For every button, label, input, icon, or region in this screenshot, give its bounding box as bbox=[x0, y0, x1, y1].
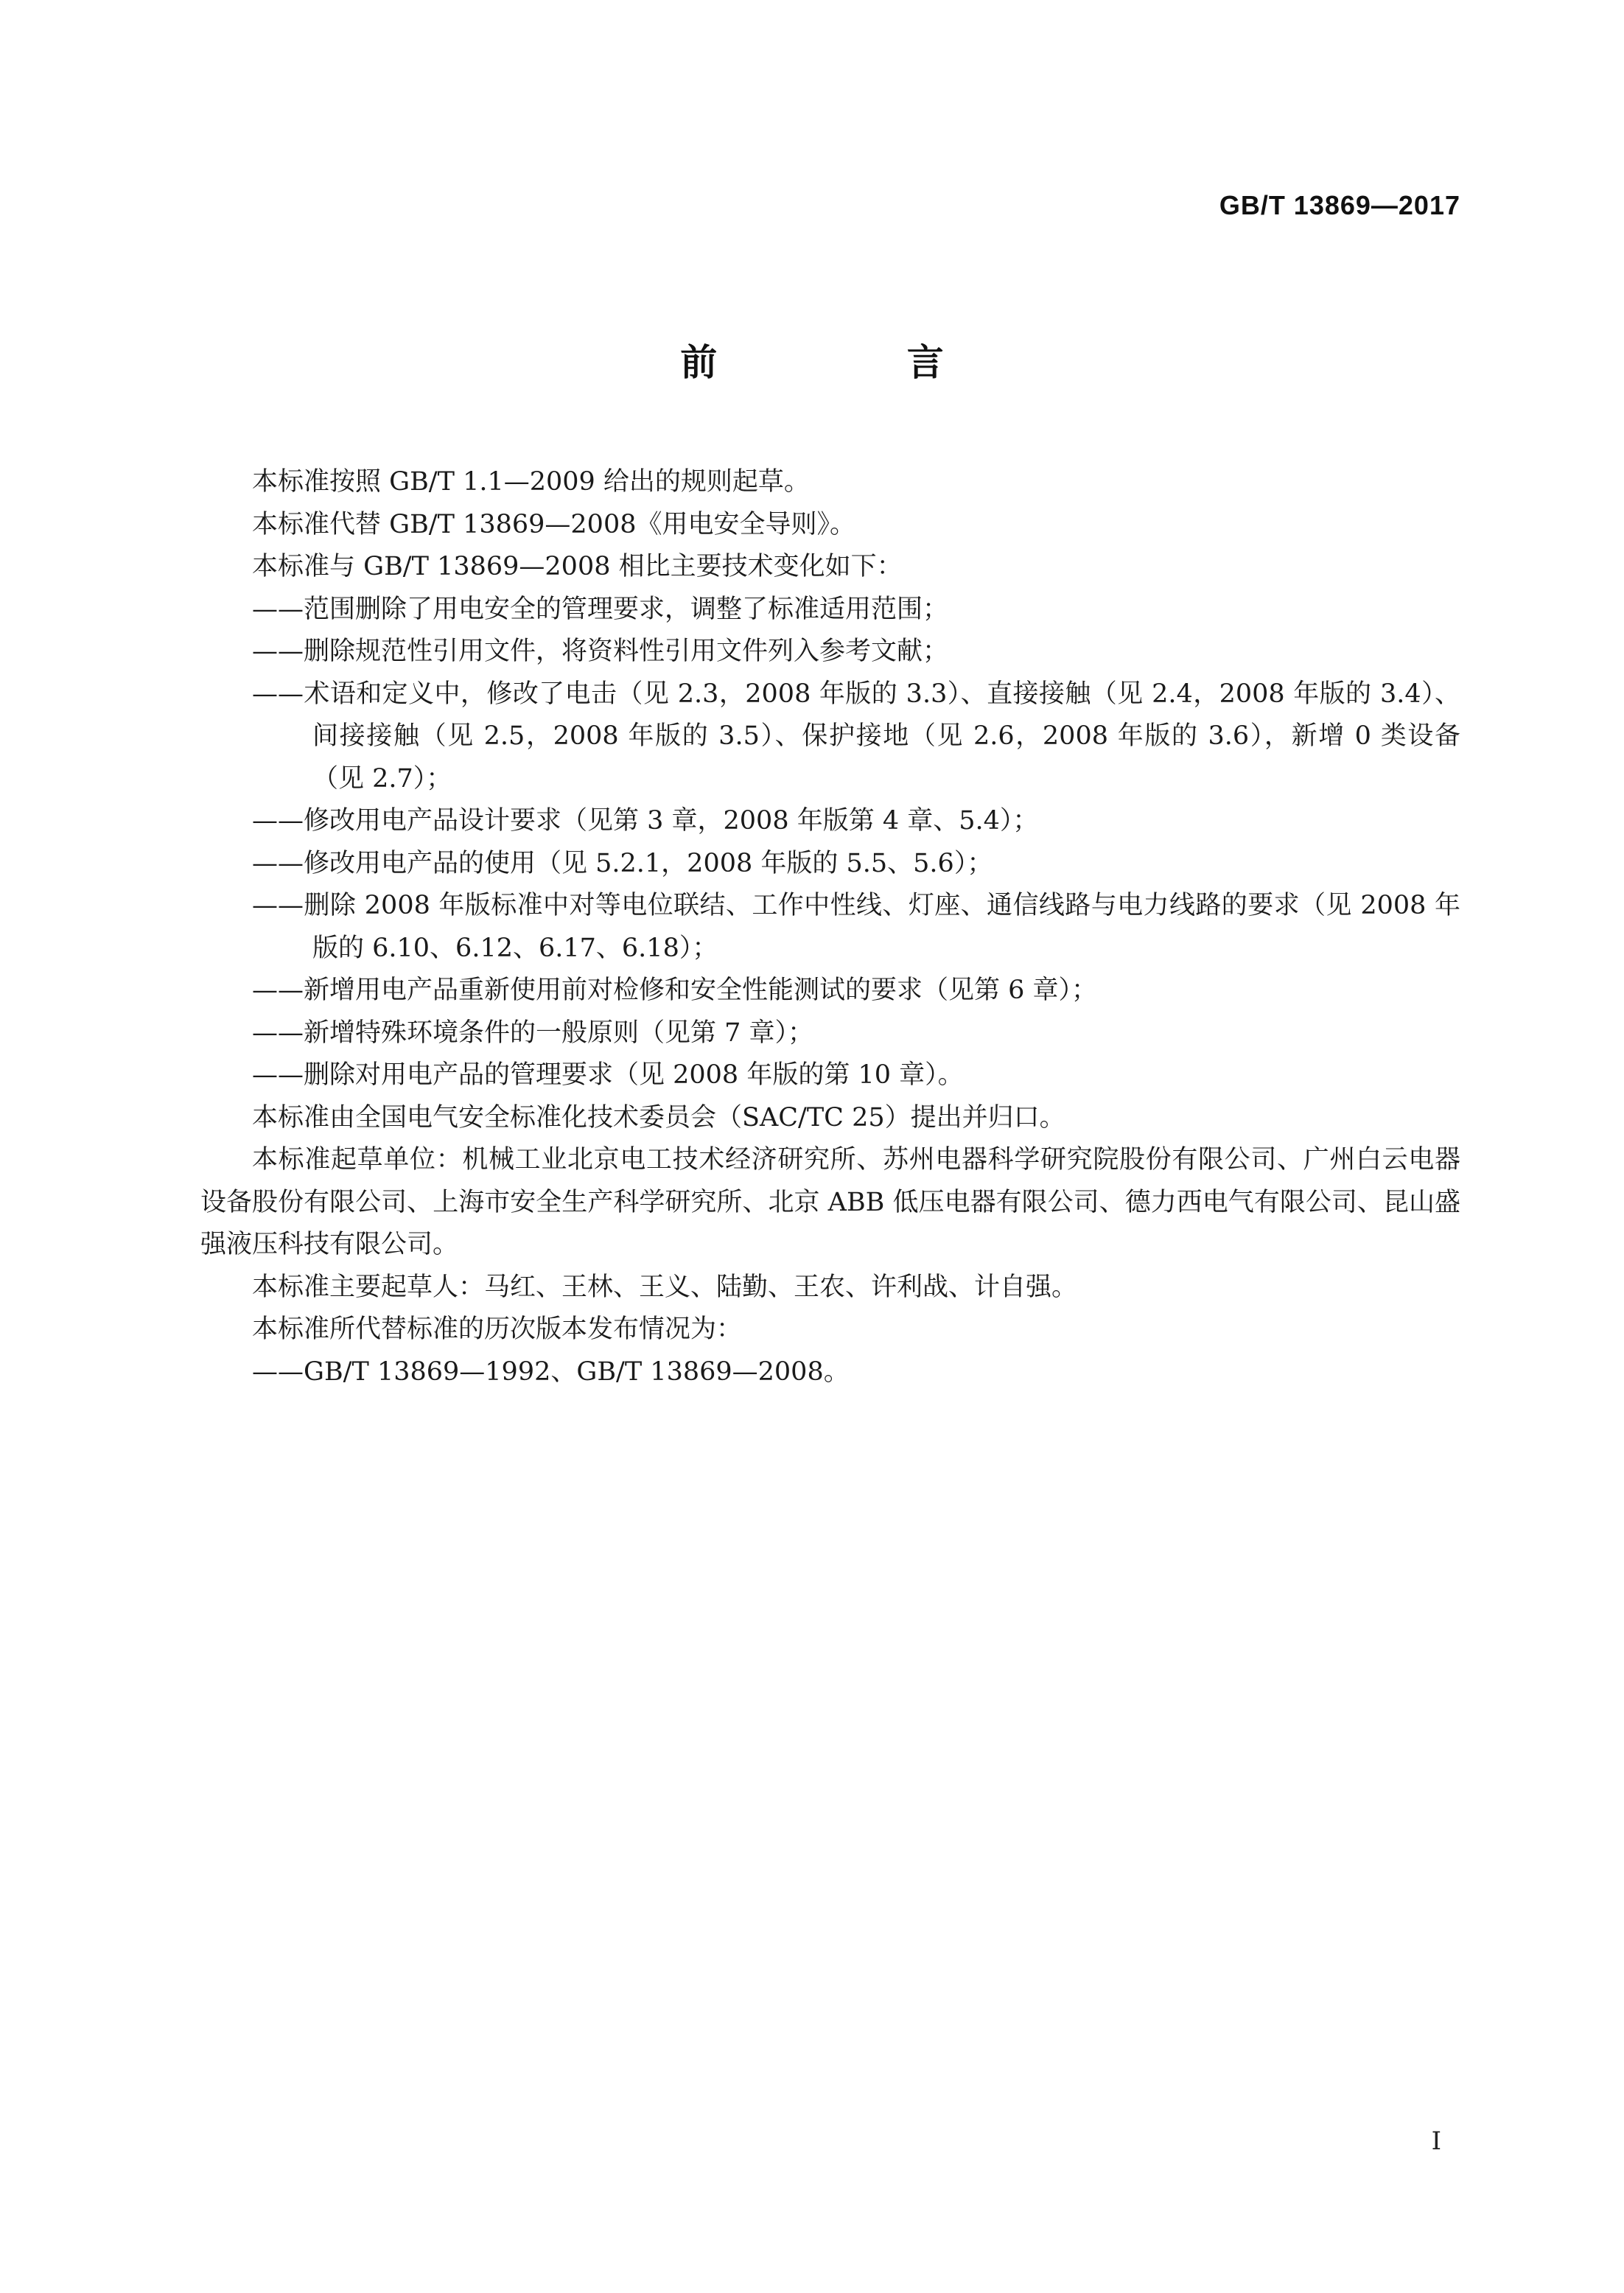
change-item: ——修改用电产品设计要求（见第 3 章，2008 年版第 4 章、5.4）； bbox=[252, 806, 1039, 836]
paragraph: 本标准代替 GB/T 13869—2008《用电安全导则》。 bbox=[252, 509, 855, 539]
paragraph: 本标准与 GB/T 13869—2008 相比主要技术变化如下： bbox=[252, 552, 903, 581]
change-item: ——删除 2008 年版标准中对等电位联结、工作中性线、灯座、通信线路与电力线路的要求（见 2008 年版的 6.10、6.12、6.17、6.18）； bbox=[252, 891, 1460, 963]
change-item: ——范围删除了用电安全的管理要求，调整了标准适用范围； bbox=[252, 594, 949, 624]
change-item: ——修改用电产品的使用（见 5.2.1，2008 年版的 5.5、5.6）； bbox=[252, 848, 993, 878]
paragraph: 本标准所代替标准的历次版本发布情况为： bbox=[252, 1314, 743, 1344]
foreword-body bbox=[200, 461, 1460, 1393]
paragraph: 本标准由全国电气安全标准化技术委员会（SAC/TC 25）提出并归口。 bbox=[252, 1102, 1065, 1133]
change-item: ——删除规范性引用文件，将资料性引用文件列入参考文献； bbox=[252, 637, 949, 666]
paragraph: 本标准起草单位：机械工业北京电工技术经济研究所、苏州电器科学研究院股份有限公司、广州白云电器设备股份有限公司、上海市安全生产科学研究所、北京 ABB 低压电器有限公司、德力西电气有限公司、昆山盛强液压科技有限公司。 bbox=[200, 1145, 1460, 1259]
standard-code: GB/T 13869—2017 bbox=[1219, 190, 1460, 220]
history-item: ——GB/T 13869—1992、GB/T 13869—2008。 bbox=[252, 1356, 850, 1387]
change-item: ——删除对用电产品的管理要求（见 2008 年版的第 10 章）。 bbox=[252, 1060, 964, 1090]
change-item: ——新增特殊环境条件的一般原则（见第 7 章）； bbox=[252, 1018, 814, 1048]
page-number: I bbox=[1431, 2126, 1441, 2156]
paragraph: 本标准主要起草人：马红、王林、王义、陆勤、王农、许利战、计自强。 bbox=[252, 1272, 1078, 1302]
paragraph: 本标准按照 GB/T 1.1—2009 给出的规则起草。 bbox=[252, 467, 810, 497]
change-item: ——新增用电产品重新使用前对检修和安全性能测试的要求（见第 6 章）； bbox=[252, 976, 1098, 1005]
change-item: ——术语和定义中，修改了电击（见 2.3，2008 年版的 3.3）、直接接触（见 2.4，2008 年版的 3.4）、间接接触（见 2.5，2008 年版的 3.5）、保护接地（见 2.6，2008 年版的 3.6），新增 0 类设备（见 2.7）； bbox=[252, 679, 1460, 794]
page-title: 前 言 bbox=[680, 341, 1032, 384]
